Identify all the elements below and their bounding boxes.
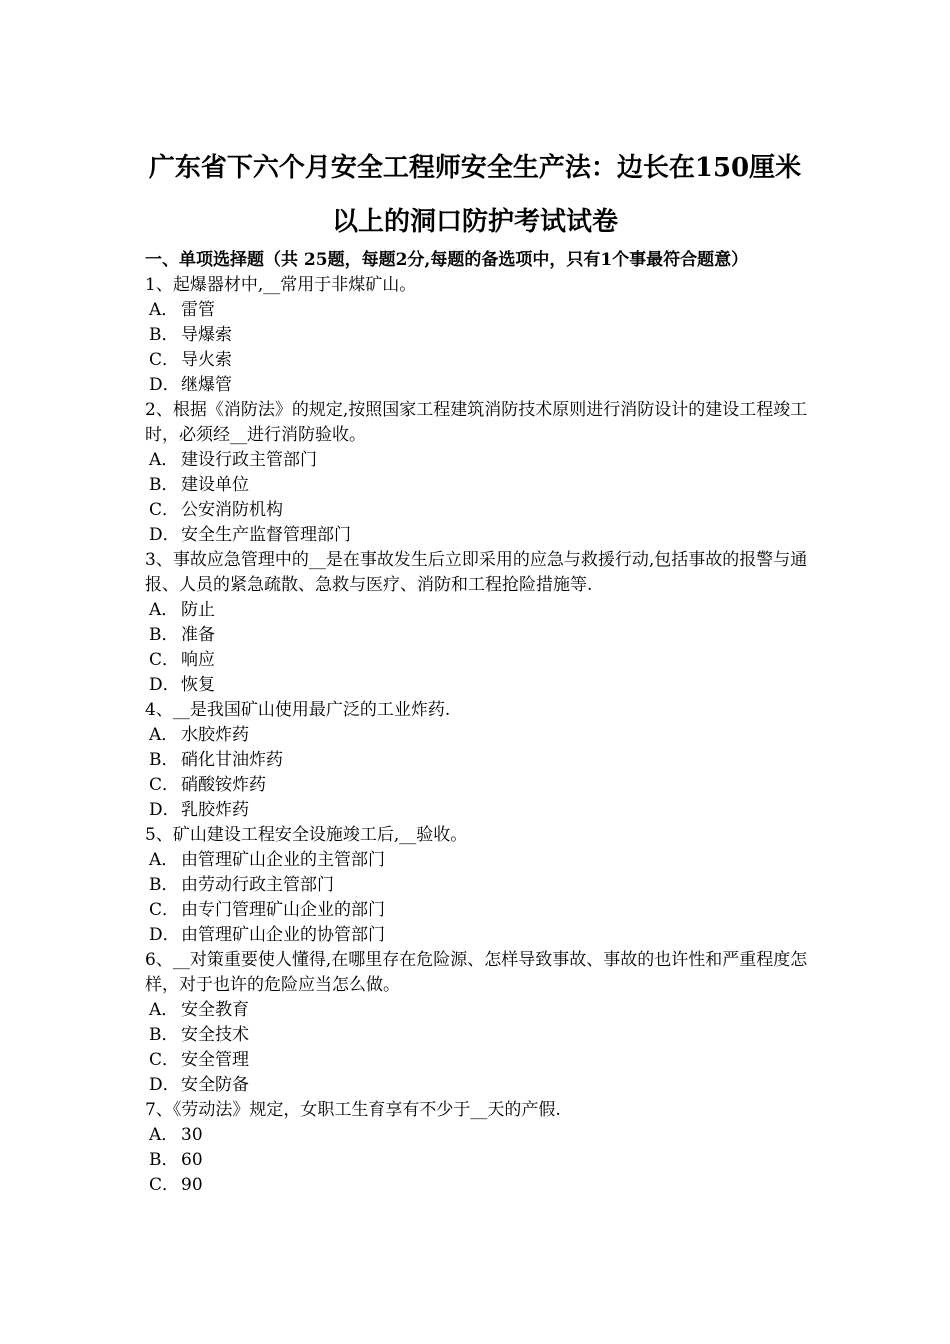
- option-text: 水胶炸药: [181, 725, 249, 745]
- answer-option: [145, 848, 810, 873]
- answer-option: [145, 673, 810, 698]
- option-text: 建设单位: [181, 475, 249, 495]
- option-text: 导爆索: [181, 325, 232, 345]
- option-text: 导火索: [181, 350, 232, 370]
- answer-option: [145, 898, 810, 923]
- option-text: 恢复: [181, 675, 215, 695]
- answer-option: [145, 998, 810, 1023]
- question-block: [145, 698, 810, 823]
- answer-option: [145, 648, 810, 673]
- question-text: 7、《劳动法》规定，女职工生育享有不少于__天的产假.: [145, 1100, 561, 1120]
- option-letter: D．: [149, 675, 180, 695]
- option-text: 由专门管理矿山企业的部门: [181, 900, 385, 920]
- option-letter: D．: [149, 525, 180, 545]
- answer-option: [145, 598, 810, 623]
- option-letter: D．: [149, 375, 180, 395]
- answer-option: [145, 623, 810, 648]
- document-title-line-2: 以上的洞口防护考试试卷: [331, 207, 618, 237]
- option-letter: B．: [149, 750, 179, 770]
- question-text: 6、__对策重要使人懂得,在哪里存在危险源、怎样导致事故、事故的也许性和严重程度怎样，对于也许的危险应当怎么做。: [145, 950, 808, 995]
- option-text: 硝酸铵炸药: [181, 775, 266, 795]
- question-text: 1、起爆器材中,__常用于非煤矿山。: [145, 275, 417, 295]
- option-letter: A．: [149, 450, 179, 470]
- answer-option: [145, 323, 810, 348]
- option-text: 30: [181, 1125, 203, 1145]
- option-letter: A．: [149, 1125, 179, 1145]
- option-letter: C．: [149, 1175, 180, 1195]
- option-text: 雷管: [181, 300, 215, 320]
- option-letter: D．: [149, 1075, 180, 1095]
- option-text: 建设行政主管部门: [181, 450, 317, 470]
- option-text: 60: [181, 1150, 203, 1170]
- option-letter: A．: [149, 600, 179, 620]
- exam-content: [145, 248, 810, 1198]
- option-letter: B．: [149, 325, 179, 345]
- question-text: 4、__是我国矿山使用最广泛的工业炸药.: [145, 700, 451, 720]
- answer-option: [145, 298, 810, 323]
- answer-option: [145, 1173, 810, 1198]
- question-block: [145, 823, 810, 948]
- question-text: 3、事故应急管理中的__是在事故发生后立即采用的应急与救援行动,包括事故的报警与通报、人员的紧急疏散、急救与医疗、消防和工程抢险措施等.: [145, 550, 808, 595]
- answer-option: [145, 1073, 810, 1098]
- answer-option: [145, 498, 810, 523]
- option-text: 准备: [181, 625, 215, 645]
- option-letter: C．: [149, 650, 180, 670]
- question-text: 5、矿山建设工程安全设施竣工后,__验收。: [145, 825, 468, 845]
- option-letter: A．: [149, 300, 179, 320]
- option-letter: D．: [149, 925, 180, 945]
- option-text: 安全管理: [181, 1050, 249, 1070]
- option-text: 继爆管: [181, 375, 232, 395]
- section-heading: 一、单项选择题（共 25题，每题2分,每题的备选项中，只有1个事最符合题意）: [145, 250, 749, 270]
- option-letter: D．: [149, 800, 180, 820]
- answer-option: [145, 373, 810, 398]
- option-text: 由劳动行政主管部门: [181, 875, 334, 895]
- option-letter: C．: [149, 350, 180, 370]
- option-text: 防止: [181, 600, 215, 620]
- option-text: 安全生产监督管理部门: [181, 525, 351, 545]
- option-letter: A．: [149, 725, 179, 745]
- option-text: 90: [181, 1175, 203, 1195]
- option-letter: C．: [149, 1050, 180, 1070]
- option-letter: B．: [149, 875, 179, 895]
- document-title-line-1: 广东省下六个月安全工程师安全生产法：边长在150厘米: [148, 153, 802, 183]
- option-letter: A．: [149, 850, 179, 870]
- question-block: [145, 1098, 810, 1198]
- option-text: 由管理矿山企业的协管部门: [181, 925, 385, 945]
- answer-option: [145, 1048, 810, 1073]
- option-letter: B．: [149, 475, 179, 495]
- answer-option: [145, 523, 810, 548]
- question-block: [145, 948, 810, 1098]
- answer-option: [145, 748, 810, 773]
- option-letter: B．: [149, 625, 179, 645]
- question-block: [145, 548, 810, 698]
- answer-option: [145, 798, 810, 823]
- answer-option: [145, 773, 810, 798]
- option-text: 安全技术: [181, 1025, 249, 1045]
- option-letter: C．: [149, 900, 180, 920]
- answer-option: [145, 873, 810, 898]
- option-letter: B．: [149, 1150, 179, 1170]
- answer-option: [145, 473, 810, 498]
- option-text: 响应: [181, 650, 215, 670]
- option-text: 硝化甘油炸药: [181, 750, 283, 770]
- option-text: 安全教育: [181, 1000, 249, 1020]
- answer-option: [145, 1123, 810, 1148]
- answer-option: [145, 348, 810, 373]
- answer-option: [145, 1148, 810, 1173]
- question-block: [145, 398, 810, 548]
- option-text: 安全防备: [181, 1075, 249, 1095]
- answer-option: [145, 923, 810, 948]
- option-letter: A．: [149, 1000, 179, 1020]
- answer-option: [145, 448, 810, 473]
- option-letter: C．: [149, 775, 180, 795]
- option-text: 公安消防机构: [181, 500, 283, 520]
- option-letter: B．: [149, 1025, 179, 1045]
- question-list: [145, 273, 810, 1198]
- option-letter: C．: [149, 500, 180, 520]
- answer-option: [145, 723, 810, 748]
- option-text: 乳胶炸药: [181, 800, 249, 820]
- option-text: 由管理矿山企业的主管部门: [181, 850, 385, 870]
- answer-option: [145, 1023, 810, 1048]
- question-text: 2、根据《消防法》的规定,按照国家工程建筑消防技术原则进行消防设计的建设工程竣工时，必须经__进行消防验收。: [145, 400, 808, 445]
- question-block: [145, 273, 810, 398]
